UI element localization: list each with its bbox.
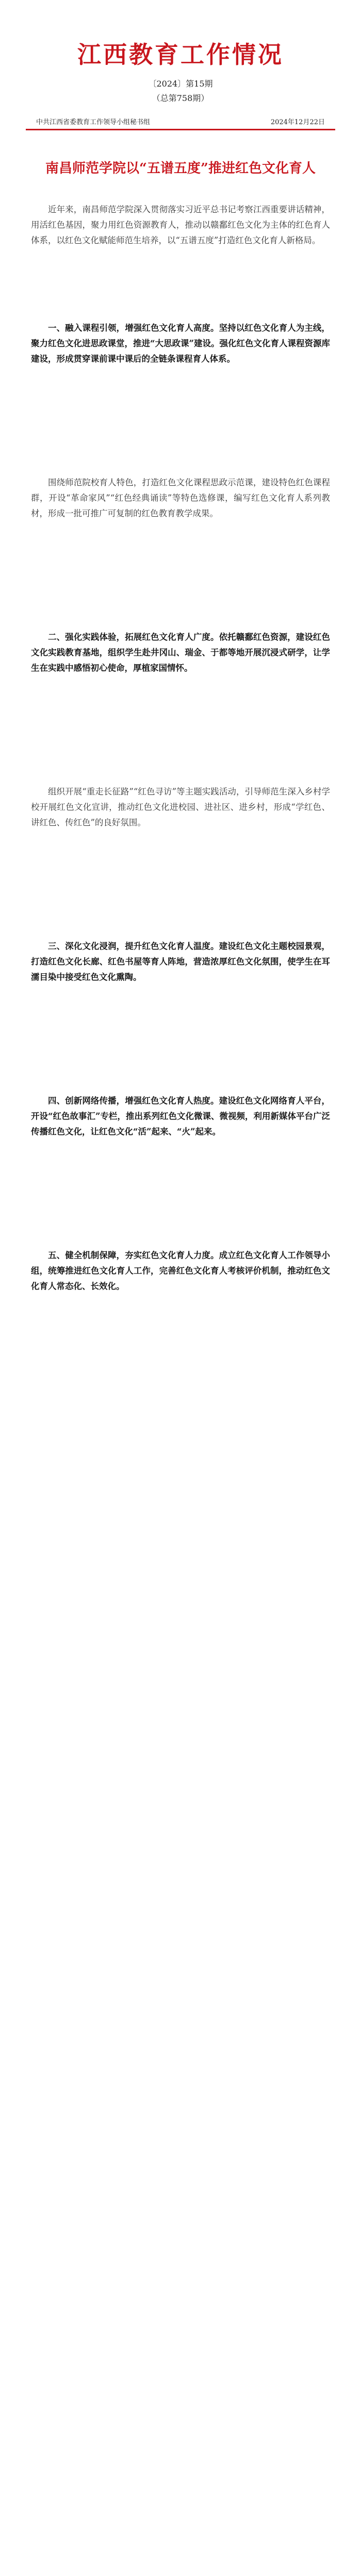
- article-paragraph: 组织开展“重走长征路”“红色寻访”等主题实践活动，引导师范生深入乡村学校开展红色文化宣讲，推动红色文化进校园、进社区、进乡村，形成“学红色、讲红色、传红色”的良好氛围。: [31, 787, 330, 827]
- total-issue-number: （总第758期）: [152, 93, 209, 103]
- article-paragraph: 三、深化文化浸润，提升红色文化育人温度。建设红色文化主题校园景观，打造红色文化长廊、红色书屋等育人阵地，营造浓厚红色文化氛围，使学生在耳濡目染中接受红色文化熏陶。: [31, 941, 330, 982]
- header-red-divider: [26, 129, 335, 130]
- publisher: 中共江西省委教育工作领导小组秘书组: [36, 118, 151, 126]
- article-title: 南昌师范学院以“五谱五度”推进红色文化育人: [45, 161, 316, 176]
- article-paragraph: 近年来，南昌师范学院深入贯彻落实习近平总书记考察江西重要讲话精神，用活红色基因，聚力用红色资源教育人，推动以赣鄱红色文化为主体的红色育人体系，以红色文化赋能师范生培养，以“五谱五度”打造红色文化育人新格局。: [31, 205, 330, 245]
- article-body: [31, 202, 330, 1302]
- article-paragraph: 一、融入课程引领，增强红色文化育人高度。坚持以红色文化育人为主线，聚力红色文化进思政课堂，推进“大思政课”建设。强化红色文化育人课程资源库建设，形成贯穿课前课中课后的全链条课程育人体系。: [31, 323, 330, 364]
- header-meta: [36, 116, 325, 126]
- article-paragraph: 四、创新网络传播，增强红色文化育人热度。建设红色文化网络育人平台，开设“红色故事汇”专栏，推出系列红色文化微课、微视频，利用新媒体平台广泛传播红色文化，让红色文化“活”起来、“火”起来。: [31, 1096, 330, 1137]
- document-header: [0, 0, 361, 139]
- article-paragraph: 五、健全机制保障，夯实红色文化育人力度。成立红色文化育人工作领导小组，统筹推进红色文化育人工作，完善红色文化育人考核评价机制，推动红色文化育人常态化、长效化。: [31, 1250, 330, 1291]
- masthead-title: 江西教育工作情况: [77, 41, 284, 69]
- article-paragraph: 二、强化实践体验，拓展红色文化育人广度。依托赣鄱红色资源，建设红色文化实践教育基地，组织学生赴井冈山、瑞金、于都等地开展沉浸式研学，让学生在实践中感悟初心使命，厚植家国情怀。: [31, 632, 330, 673]
- issue-date: 2024年12月22日: [270, 118, 325, 126]
- issue-number: 〔2024〕第15期: [148, 79, 213, 89]
- article-paragraph: 围绕师范院校育人特色，打造红色文化课程思政示范课，建设特色红色课程群，开设“革命家风”“红色经典诵读”等特色选修课，编写红色文化育人系列教材，形成一批可推广可复制的红色教育教学成果。: [31, 478, 330, 518]
